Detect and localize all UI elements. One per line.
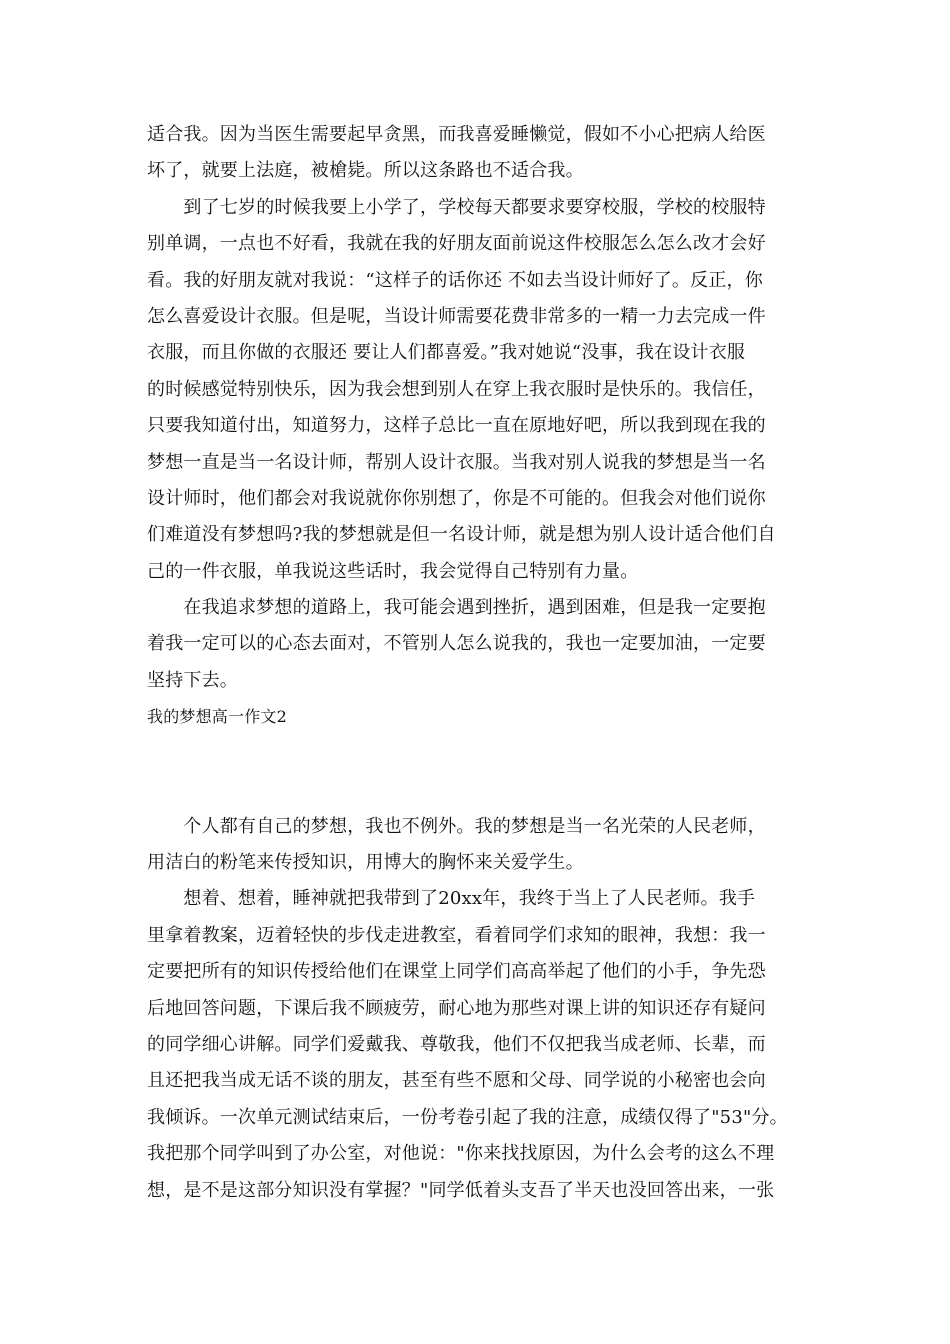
text-line: 怎么喜爱设计衣服。但是呢，当设计师需要花费非常多的一精一力去完成一件 — [147, 305, 766, 327]
text-line: 的时候感觉特别快乐，因为我会想到别人在穿上我衣服时是快乐的。我信任， — [147, 378, 766, 400]
text-line: 设计师时，他们都会对我说就你你别想了，你是不可能的。但我会对他们说你 — [147, 487, 766, 509]
text-line: 后地回答问题，下课后我不顾疲劳，耐心地为那些对课上讲的知识还存有疑问 — [147, 997, 766, 1019]
essay-2-title: 我的梦想高一作文2 — [147, 707, 287, 727]
blank-space — [147, 736, 807, 809]
text-line: 适合我。因为当医生需要起早贪黑，而我喜爱睡懒觉，假如不小心把病人给医 — [147, 124, 766, 145]
text-line: 只要我知道付出，知道努力，这样子总比一直在原地好吧，所以我到现在我的 — [147, 415, 766, 437]
text-line: 到了七岁的时候我要上小学了，学校每天都要求要穿校服，学校的校服特 — [147, 196, 766, 218]
text-line: 梦想一直是当一名设计师，帮别人设计衣服。当我对别人说我的梦想是当一名 — [147, 451, 766, 473]
text-line: 个人都有自己的梦想，我也不例外。我的梦想是当一名光荣的人民老师， — [147, 815, 766, 837]
essay-1-body — [147, 117, 807, 699]
text-line: 别单调，一点也不好看，我就在我的好朋友面前说这件校服怎么怎么改才会好 — [147, 233, 766, 255]
text-line: 且还把我当成无话不谈的朋友，甚至有些不愿和父母、同学说的小秘密也会向 — [147, 1070, 766, 1092]
text-line: 己的一件衣服，单我说这些话时，我会觉得自己特别有力量。 — [147, 560, 639, 582]
text-line: 在我追求梦想的道路上，我可能会遇到挫折，遇到困难，但是我一定要抱 — [147, 597, 766, 619]
essay-2-body — [147, 809, 807, 1209]
text-line: 看。我的好朋友就对我说：“这样子的话你还 不如去当设计师好了。反正，你 — [147, 269, 763, 291]
text-line: 定要把所有的知识传授给他们在课堂上同学们高高举起了他们的小手，争先恐 — [147, 961, 766, 983]
text-line: 想，是不是这部分知识没有掌握？"同学低着头支吾了半天也没回答出来，一张 — [147, 1179, 775, 1201]
text-line: 我把那个同学叫到了办公室，对他说："你来找找原因，为什么会考的这么不理 — [147, 1143, 775, 1165]
text-line: 们难道没有梦想吗?我的梦想就是但一名设计师，就是想为别人设计适合他们自 — [147, 524, 776, 546]
text-line: 里拿着教案，迈着轻快的步伐走进教室，看着同学们求知的眼神，我想：我一 — [147, 924, 766, 946]
text-line: 我倾诉。一次单元测试结束后，一份考卷引起了我的注意，成绩仅得了"53"分。 — [147, 1106, 788, 1128]
text-line: 着我一定可以的心态去面对，不管别人怎么说我的，我也一定要加油，一定要 — [147, 633, 766, 655]
text-line: 想着、想着，睡神就把我带到了20xx年，我终于当上了人民老师。我手 — [147, 888, 756, 910]
text-line: 用洁白的粉笔来传授知识，用博大的胸怀来关爱学生。 — [147, 852, 584, 874]
text-line: 衣服，而且你做的衣服还 要让人们都喜爱。”我对她说“没事，我在设计衣服 — [147, 342, 746, 364]
text-line: 坏了，就要上法庭，被槍毙。所以这条路也不适合我。 — [147, 160, 584, 182]
text-line: 的同学细心讲解。同学们爱戴我、尊敬我，他们不仅把我当成老师、长辈，而 — [147, 1033, 766, 1055]
text-line: 坚持下去。 — [147, 669, 238, 691]
document-page — [147, 117, 807, 1209]
